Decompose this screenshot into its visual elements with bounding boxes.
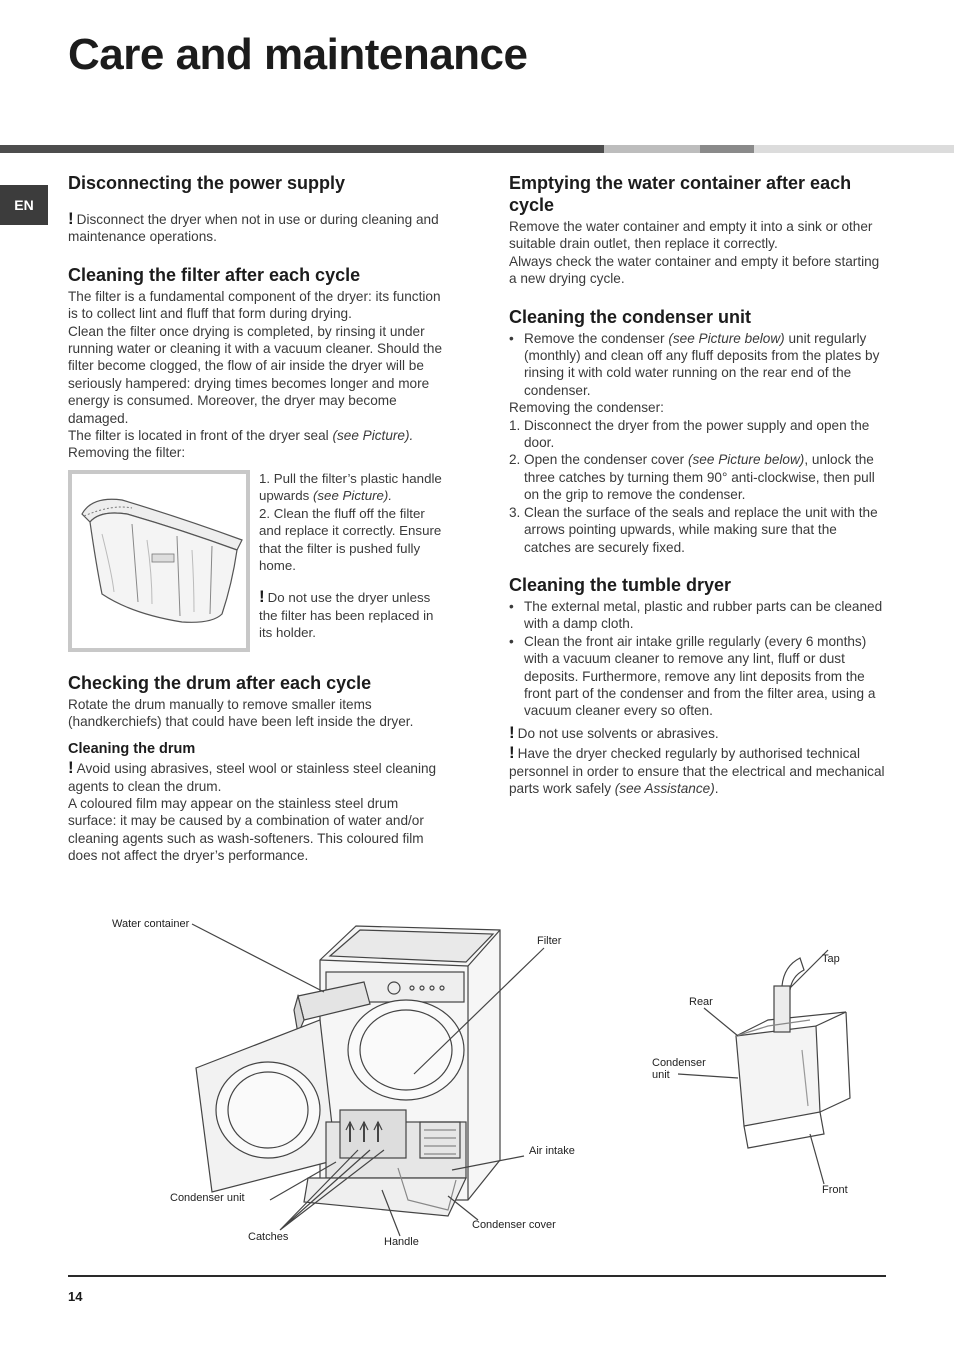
text: Open the condenser cover bbox=[524, 452, 688, 468]
warning-text: Do not use the dryer unless the filter has been replaced in its holder. bbox=[259, 590, 434, 641]
header-bar-segment bbox=[700, 145, 754, 153]
section-heading: Emptying the water container after each cycle bbox=[509, 173, 852, 215]
section-heading: Disconnecting the power supply bbox=[68, 173, 346, 193]
picture-reference: (see Picture below) bbox=[668, 330, 785, 346]
label-water-container: Water container bbox=[112, 918, 190, 930]
paragraph: Removing the condenser: bbox=[509, 400, 664, 416]
dryer-figure bbox=[68, 900, 886, 1260]
list-item bbox=[509, 330, 887, 400]
text: Disconnect the dryer from the power supply and open the door. bbox=[524, 417, 870, 451]
warning-paragraph bbox=[259, 588, 448, 641]
warning-paragraph bbox=[68, 759, 448, 795]
warning-text: Avoid using abrasives, steel wool or stainless steel cleaning agents to clean the drum. bbox=[68, 761, 437, 794]
warning-icon: ! bbox=[509, 722, 515, 742]
text: The external metal, plastic and rubber parts can be cleaned with a damp cloth. bbox=[524, 598, 883, 632]
warning-text: Have the dryer checked regularly by authorised technical personnel in order to ensure that the electrical and mechanical parts work safely bbox=[509, 746, 885, 796]
label-condenser-cover: Condenser cover bbox=[472, 1219, 556, 1231]
section-power bbox=[68, 172, 448, 246]
bullet-icon: • bbox=[509, 633, 514, 649]
list-item bbox=[509, 451, 887, 503]
paragraph: Rotate the drum manually to remove smaller items (handkerchiefs) that could have been left inside the dryer. bbox=[68, 696, 414, 730]
filter-illustration bbox=[68, 470, 250, 652]
list-item bbox=[509, 417, 887, 452]
label-handle: Handle bbox=[384, 1236, 419, 1248]
filter-steps bbox=[259, 470, 448, 652]
left-column bbox=[68, 172, 448, 883]
picture-reference: (see Picture). bbox=[312, 488, 393, 504]
list-item bbox=[509, 633, 887, 720]
step-number: 3. bbox=[509, 504, 521, 520]
bullet-list bbox=[509, 598, 887, 720]
section-tumble bbox=[509, 574, 887, 797]
section-water bbox=[509, 172, 887, 288]
warning-icon: ! bbox=[68, 209, 74, 228]
text: 1. Pull the filter’s plastic handle upwards bbox=[259, 470, 442, 504]
section-drum bbox=[68, 672, 448, 865]
right-column bbox=[509, 172, 887, 815]
picture-reference: (see Picture). bbox=[332, 428, 414, 444]
bullet-icon: • bbox=[509, 598, 514, 614]
label-front: Front bbox=[822, 1184, 848, 1196]
text: The filter is located in front of the dryer seal bbox=[68, 428, 333, 444]
warning-text: Disconnect the dryer when not in use or during cleaning and maintenance operations. bbox=[68, 212, 439, 245]
step-number: 2. bbox=[509, 452, 521, 468]
label-condenser-unit: Condenser unit bbox=[170, 1192, 245, 1204]
label-rear: Rear bbox=[689, 996, 713, 1008]
warning-text: Do not use solvents or abrasives. bbox=[517, 725, 719, 741]
text: . bbox=[714, 780, 719, 796]
section-filter bbox=[68, 264, 448, 652]
paragraph bbox=[68, 427, 448, 444]
paragraph: A coloured film may appear on the stainless steel drum surface: it may be caused by a combination of water and/or cleaning agents such as wash-softeners. This coloured film does not affect the dryer’s performance. bbox=[68, 795, 424, 864]
text: unit regularly (monthly) and clean off any fluff deposits from the plates by rinsing it with cold water running on the rear end of the condenser. bbox=[524, 330, 880, 398]
paragraph: Clean the filter once drying is completed, by rinsing it under running water or cleaning it with a vacuum cleaner. Should the filter become clogged, the flow of air inside the dryer will be seriously hampered: drying times becomes longer and more energy is consumed. Moreover, the dryer may become damaged. bbox=[68, 323, 443, 426]
page-number: 14 bbox=[68, 1289, 83, 1304]
warning-icon: ! bbox=[68, 758, 74, 778]
header-bar bbox=[0, 145, 604, 153]
picture-reference: (see Assistance) bbox=[614, 780, 715, 796]
paragraph: Remove the water container and empty it into a sink or other suitable drain outlet, then replace it correctly. bbox=[509, 219, 873, 252]
section-heading: Cleaning the filter after each cycle bbox=[68, 264, 361, 285]
section-heading: Cleaning the tumble dryer bbox=[509, 574, 732, 595]
step-number: 1. bbox=[509, 417, 521, 433]
picture-reference: (see Picture below) bbox=[687, 452, 805, 468]
label-filter: Filter bbox=[537, 935, 562, 947]
text: Clean the surface of the seals and replace the unit with the arrows pointing upwards, while making sure that the catches are securely fixed. bbox=[524, 504, 878, 555]
bullet-list bbox=[509, 330, 887, 400]
header-bar-segment bbox=[604, 145, 700, 153]
warning-paragraph bbox=[509, 724, 887, 742]
language-tab: EN bbox=[0, 185, 48, 225]
text: , unlock the three catches by turning them 90° anti-clockwise, then pull on the grip to remove the condenser. bbox=[524, 452, 875, 503]
label-catches: Catches bbox=[248, 1231, 289, 1243]
section-heading: Cleaning the condenser unit bbox=[509, 306, 752, 327]
paragraph: The filter is a fundamental component of the dryer: its function is to collect lint and fluff that form during drying. bbox=[68, 288, 441, 322]
label-condenser-unit-right: Condenser unit bbox=[652, 1057, 706, 1081]
paragraph: Removing the filter: bbox=[68, 445, 186, 461]
header-bar-segment bbox=[754, 145, 954, 153]
list-item bbox=[509, 598, 887, 633]
filter-removal bbox=[68, 470, 448, 652]
paragraph: Always check the water container and empty it before starting a new drying cycle. bbox=[509, 253, 880, 287]
warning-paragraph bbox=[68, 210, 448, 246]
warning-icon: ! bbox=[259, 587, 265, 607]
section-heading: Checking the drum after each cycle bbox=[68, 672, 372, 693]
list-item bbox=[509, 504, 887, 556]
step bbox=[259, 470, 448, 505]
step-list bbox=[509, 417, 887, 556]
dryer-diagram bbox=[68, 900, 886, 1260]
bullet-icon: • bbox=[509, 330, 514, 346]
text: Clean the front air intake grille regularly (every 6 months) with a vacuum cleaner to remove any lint, fluff or dust deposits. Furthermore, remove any lint deposits from the front part of the condenser and from the filter area, using a vacuum cleaner every so often. bbox=[524, 633, 876, 719]
page-title: Care and maintenance bbox=[68, 30, 528, 79]
filter-icon bbox=[72, 474, 246, 648]
label-tap: Tap bbox=[822, 953, 840, 965]
step: 2. Clean the fluff off the filter and replace it correctly. Ensure that the filter is pushed fully home. bbox=[259, 505, 442, 573]
section-condenser bbox=[509, 306, 887, 556]
footer-rule bbox=[68, 1275, 886, 1277]
text: Remove the condenser bbox=[524, 330, 669, 346]
warning-icon: ! bbox=[509, 743, 515, 763]
label-air-intake: Air intake bbox=[529, 1145, 575, 1157]
warning-paragraph bbox=[509, 744, 887, 797]
sub-heading: Cleaning the drum bbox=[68, 740, 196, 757]
